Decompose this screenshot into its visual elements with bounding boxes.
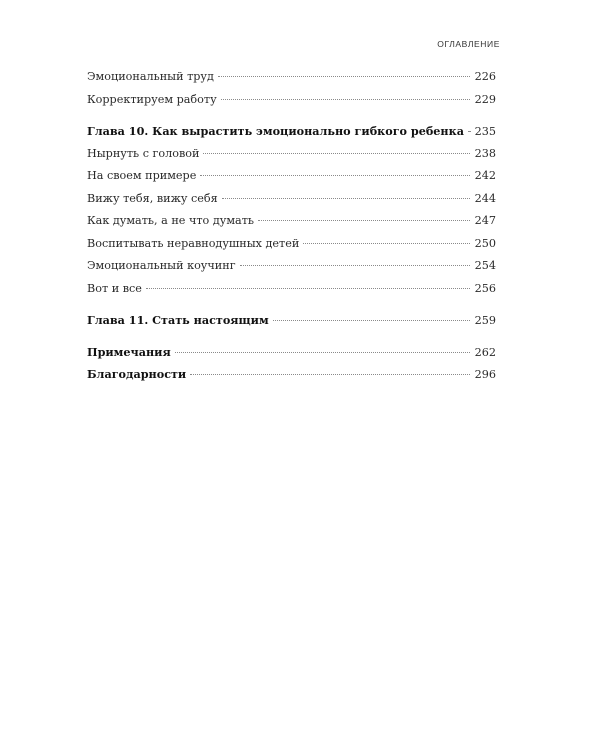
- toc-entry-page: 247: [474, 214, 496, 227]
- toc-entry-page: 250: [474, 236, 496, 250]
- section-gap: [87, 111, 496, 120]
- toc-chapter-page: 259: [474, 314, 496, 327]
- running-head: ОГЛАВЛЕНИЕ: [437, 39, 500, 49]
- toc-chapter-title: Глава 11. Стать настоящим: [87, 313, 269, 327]
- toc-entry-title: На своем примере: [87, 169, 197, 182]
- dot-leader: [175, 352, 470, 353]
- toc-entry-title: Эмоциональный коучинг: [87, 259, 236, 272]
- toc-notes-title: Примечания: [87, 344, 171, 359]
- toc-acknowledgements[interactable]: [87, 363, 496, 386]
- dot-leader: [240, 265, 470, 266]
- toc-acknowledgements-page: 296: [474, 368, 496, 381]
- toc-chapter-page: 235: [474, 125, 496, 138]
- dot-leader: [200, 175, 470, 176]
- section-gap: [87, 300, 496, 309]
- toc-entry-page: 256: [474, 281, 496, 295]
- toc-entry[interactable]: [87, 66, 496, 89]
- toc-entry[interactable]: [87, 143, 496, 166]
- toc-entry[interactable]: [87, 210, 496, 233]
- toc-entry-page: 229: [474, 92, 496, 106]
- toc-entry-page: 254: [474, 259, 496, 272]
- toc-entry-page: 242: [474, 169, 496, 182]
- dot-leader: [468, 131, 470, 132]
- toc-entry[interactable]: [87, 278, 496, 301]
- dot-leader: [203, 153, 470, 154]
- toc-entry-page: 226: [474, 70, 496, 83]
- table-of-contents: [87, 66, 496, 386]
- toc-entry[interactable]: [87, 89, 496, 112]
- toc-entry[interactable]: [87, 165, 496, 188]
- toc-entry-title: Вижу тебя, вижу себя: [87, 191, 218, 205]
- dot-leader: [218, 76, 470, 77]
- toc-entry[interactable]: [87, 255, 496, 278]
- toc-entry-title: Вот и все: [87, 281, 142, 295]
- section-gap: [87, 332, 496, 341]
- dot-leader: [190, 374, 470, 375]
- toc-notes-page: 262: [474, 345, 496, 359]
- toc-entry-page: 238: [474, 146, 496, 160]
- toc-entry-title: Как думать, а не что думать: [87, 214, 254, 227]
- toc-entry[interactable]: [87, 188, 496, 211]
- toc-entry[interactable]: [87, 233, 496, 256]
- dot-leader: [303, 243, 470, 244]
- dot-leader: [222, 198, 470, 199]
- toc-acknowledgements-title: Благодарности: [87, 367, 187, 381]
- toc-chapter-10[interactable]: [87, 120, 496, 143]
- dot-leader: [146, 288, 470, 289]
- dot-leader: [273, 320, 470, 321]
- toc-entry-title: Эмоциональный труд: [87, 70, 214, 83]
- toc-notes[interactable]: [87, 341, 496, 364]
- dot-leader: [221, 99, 470, 100]
- toc-chapter-11[interactable]: [87, 309, 496, 332]
- toc-chapter-title: Глава 10. Как вырастить эмоционально гибкого ребенка: [87, 124, 464, 138]
- dot-leader: [258, 220, 470, 221]
- toc-entry-title: Воспитывать неравнодушных детей: [87, 236, 300, 250]
- toc-entry-page: 244: [474, 191, 496, 205]
- toc-entry-title: Нырнуть с головой: [87, 146, 200, 160]
- toc-entry-title: Корректируем работу: [87, 92, 217, 106]
